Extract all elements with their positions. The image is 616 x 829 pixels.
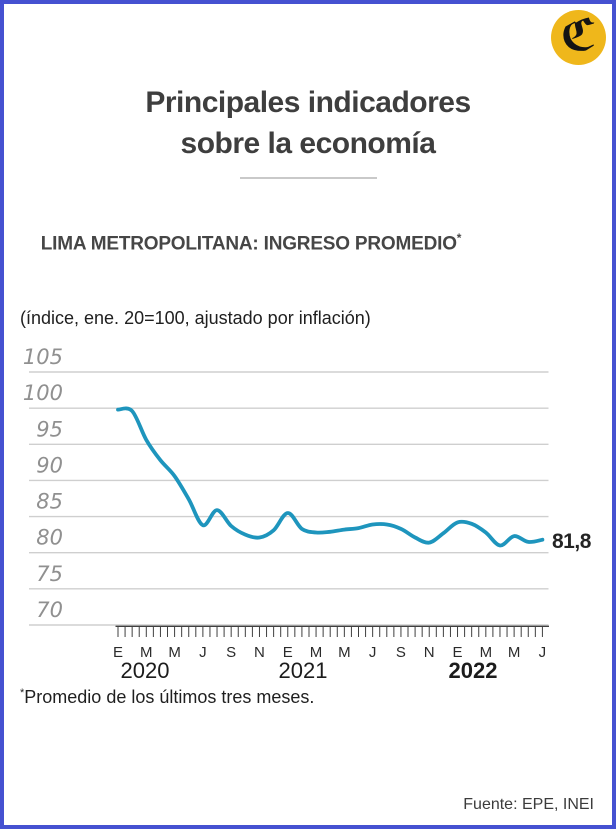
income-line	[118, 408, 542, 545]
y-axis-label-100: 100	[22, 381, 63, 406]
blackletter-c-icon: ℭ	[560, 9, 597, 61]
x-axis-label-6: E	[282, 644, 293, 661]
y-axis-label-70: 70	[36, 598, 63, 622]
x-axis-label-2: M	[168, 644, 181, 661]
el-comercio-logo	[551, 10, 606, 65]
chart-subtitle	[0, 231, 502, 255]
source-credit: Fuente: EPE, INEI	[463, 796, 594, 813]
y-axis-label-85: 85	[36, 489, 63, 514]
footnote-marker: *	[20, 687, 25, 699]
y-axis-label-105: 105	[22, 344, 63, 369]
page-title	[0, 82, 616, 164]
x-axis-label-0: E	[112, 644, 124, 661]
x-axis-label-8: M	[338, 644, 351, 661]
x-axis-label-10: S	[395, 644, 406, 661]
x-axis-label-1: M	[140, 644, 153, 661]
y-axis-label-90: 90	[36, 453, 63, 478]
line-chart	[0, 340, 616, 690]
axis-unit-note: (índice, ene. 20=100, ajustado por inflación)	[20, 308, 371, 328]
y-axis-label-80: 80	[36, 525, 63, 550]
x-axis-label-15: J	[538, 644, 547, 661]
year-label-2021: 2021	[278, 658, 328, 683]
chart-footnote	[20, 687, 314, 708]
year-label-2022: 2022	[448, 658, 498, 683]
chart-subtitle-text: LIMA METROPOLITANA: INGRESO PROMEDIO	[40, 233, 457, 255]
title-line-1: Principales indicadores	[145, 86, 471, 119]
x-axis-label-14: M	[507, 644, 521, 661]
x-axis-label-9: J	[368, 644, 377, 661]
year-label-2020: 2020	[120, 658, 170, 683]
last-value-label: 81,8	[552, 530, 591, 553]
title-line-2: sobre la economía	[180, 127, 436, 160]
x-axis-label-5: N	[254, 644, 265, 661]
footnote-marker: *	[456, 231, 462, 245]
x-axis-label-4: S	[226, 644, 237, 661]
footnote-text: Promedio de los últimos tres meses.	[24, 687, 315, 707]
title-divider	[240, 177, 377, 179]
x-axis-label-7: M	[309, 644, 323, 661]
x-axis-label-3: J	[199, 644, 207, 661]
income-line-chart-svg	[0, 340, 616, 690]
y-axis-label-95: 95	[36, 417, 63, 442]
x-axis-label-13: M	[479, 644, 493, 661]
x-axis-label-11: N	[423, 644, 435, 661]
y-axis-label-75: 75	[36, 561, 63, 586]
x-axis-label-12: E	[452, 644, 463, 661]
